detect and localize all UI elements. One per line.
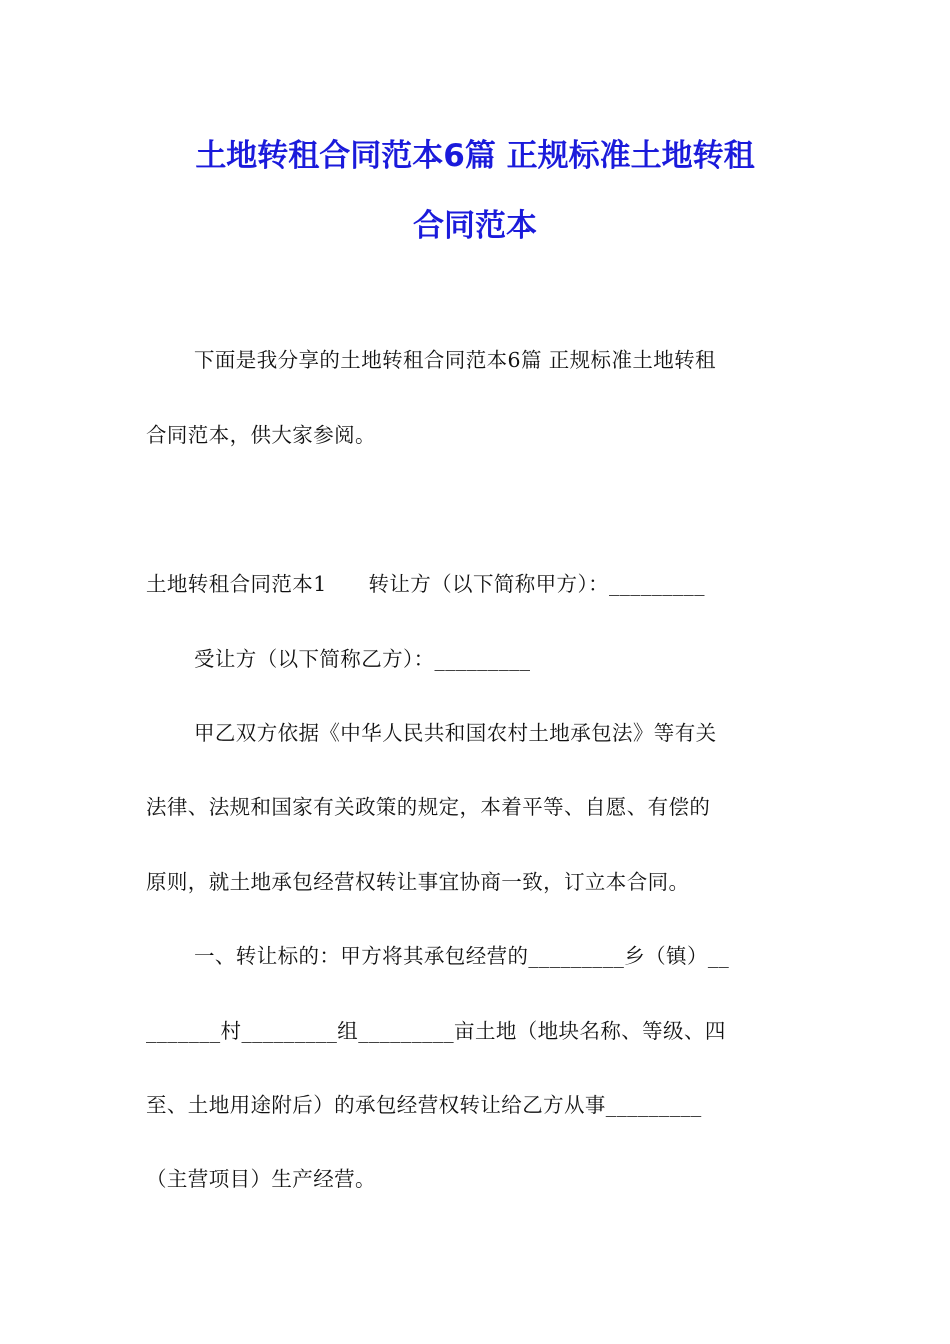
basis-paragraph-line-1: 甲乙双方依据《中华人民共和国农村土地承包法》等有关: [194, 721, 717, 745]
document-title-line-2: 合同范本: [413, 208, 537, 244]
party-b-line: 受让方（以下简称乙方）：_________: [194, 647, 531, 671]
document-title-line-1: 土地转租合同范本6篇 正规标准土地转租: [195, 138, 755, 174]
intro-paragraph-line-1: 下面是我分享的土地转租合同范本6篇 正规标准土地转租: [194, 348, 716, 372]
basis-paragraph-line-3: 原则，就土地承包经营权转让事宜协商一致，订立本合同。: [146, 870, 690, 894]
clause-1-line-4: （主营项目）生产经营。: [146, 1167, 376, 1191]
clause-1-line-2: _______村_________组_________亩土地（地块名称、等级、四: [146, 1019, 726, 1043]
intro-paragraph-line-2: 合同范本，供大家参阅。: [146, 423, 376, 447]
contract-heading-line: 土地转租合同范本1 转让方（以下简称甲方）：_________: [146, 572, 705, 596]
basis-paragraph-line-2: 法律、法规和国家有关政策的规定，本着平等、自愿、有偿的: [146, 795, 711, 819]
clause-1-line-1: 一、转让标的：甲方将其承包经营的_________乡（镇）__: [194, 944, 730, 968]
clause-1-line-3: 至、土地用途附后）的承包经营权转让给乙方从事_________: [146, 1093, 702, 1117]
